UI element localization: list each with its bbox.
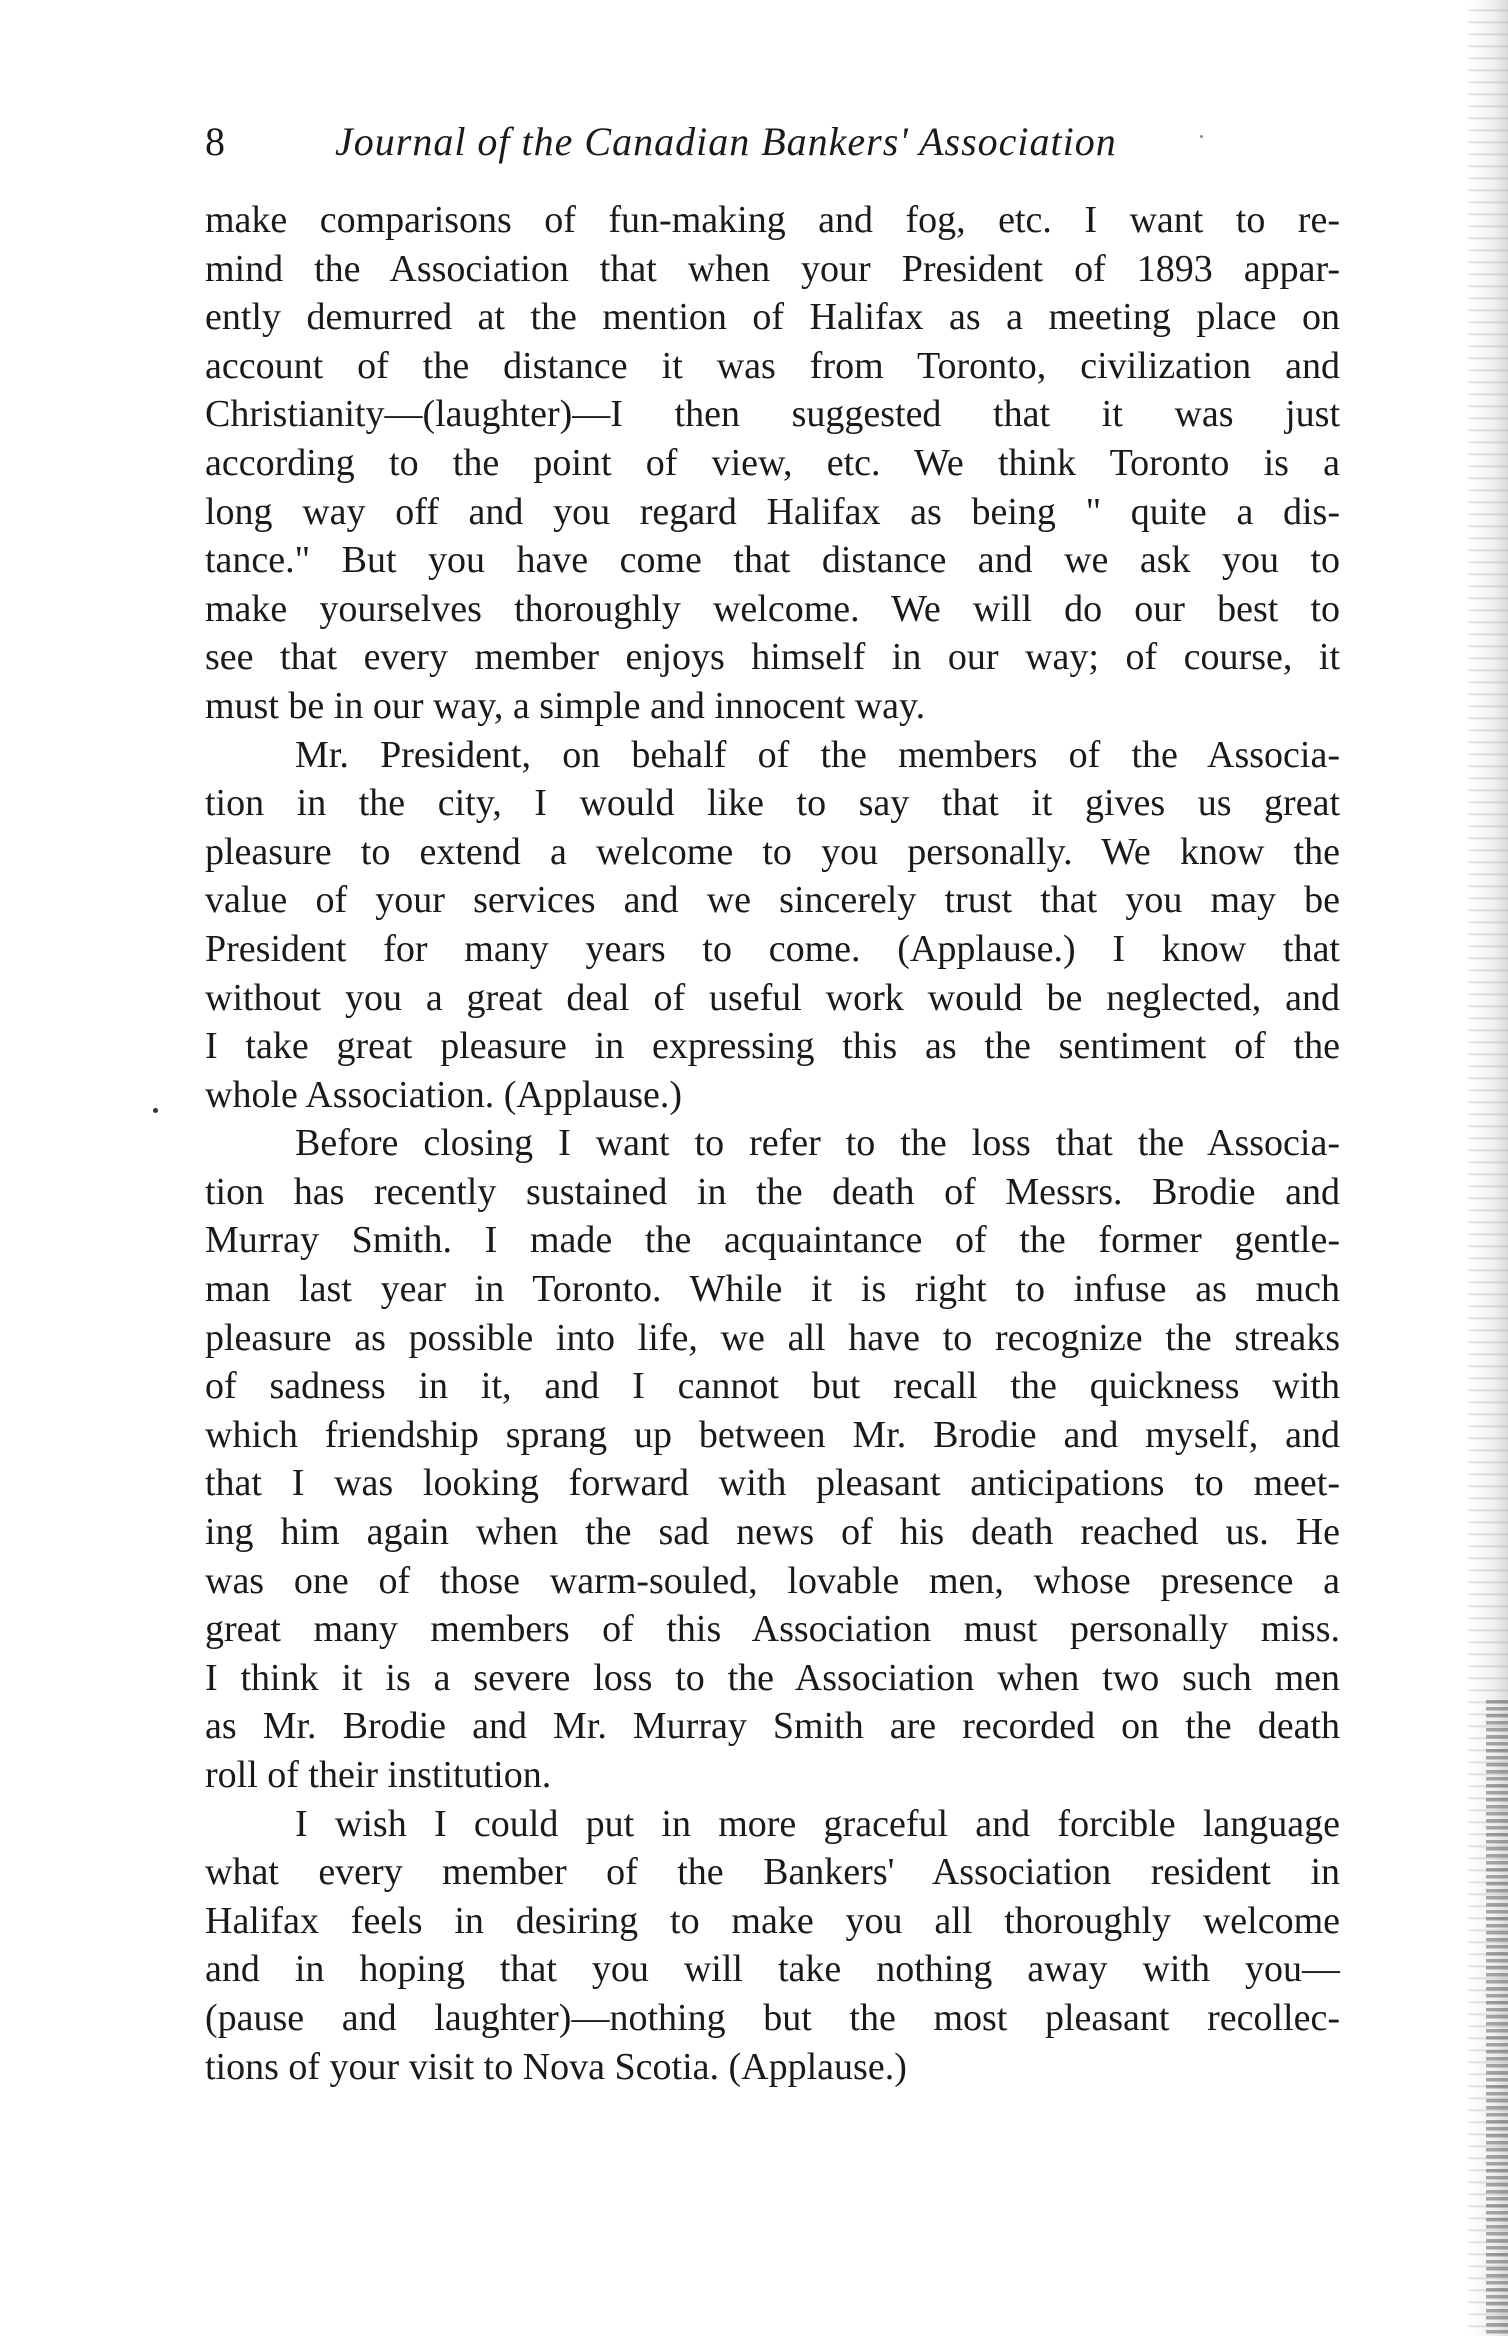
paragraph bbox=[205, 731, 1340, 1120]
text-line: ently demurred at the mention of Halifax as a meeting place on bbox=[205, 296, 1340, 339]
text-line: as Mr. Brodie and Mr. Murray Smith are recorded on the death bbox=[205, 1705, 1340, 1748]
text-line: make comparisons of fun-making and fog, etc. I want to re- bbox=[205, 199, 1340, 241]
text-line: see that every member enjoys himself in our way; of course, it bbox=[205, 636, 1340, 679]
text-line: ing him again when the sad news of his death reached us. He bbox=[205, 1511, 1340, 1554]
text-line: President for many years to come. (Applause.) I know that bbox=[205, 927, 1340, 970]
page-header bbox=[205, 112, 1355, 172]
scan-edge-artifact bbox=[1486, 1700, 1508, 2336]
text-line: I think it is a severe loss to the Association when two such men bbox=[205, 1656, 1340, 1699]
running-title: Journal of the Canadian Bankers' Association bbox=[335, 119, 1117, 164]
text-line: roll of their institution. bbox=[205, 1754, 552, 1796]
text-line: make yourselves thoroughly welcome. We will do our best to bbox=[205, 587, 1340, 630]
paragraph bbox=[205, 1800, 1340, 2092]
text-line: was one of those warm-souled, lovable men, whose presence a bbox=[205, 1559, 1340, 1602]
text-line: Christianity—(laughter)—I then suggested that it was just bbox=[205, 393, 1340, 436]
text-line: according to the point of view, etc. We think Toronto is a bbox=[205, 441, 1340, 484]
text-line: man last year in Toronto. While it is right to infuse as much bbox=[205, 1268, 1340, 1311]
text-line: value of your services and we sincerely trust that you may be bbox=[205, 879, 1340, 922]
text-line: tions of your visit to Nova Scotia. (Applause.) bbox=[205, 2045, 907, 2088]
text-line: Halifax feels in desiring to make you all thoroughly welcome bbox=[205, 1899, 1340, 1942]
text-line: that I was looking forward with pleasant anticipations to meet- bbox=[205, 1462, 1340, 1505]
text-line: tance." But you have come that distance and we ask you to bbox=[205, 539, 1340, 582]
body-text bbox=[205, 196, 1340, 2091]
text-line: whole Association. (Applause.) bbox=[205, 1073, 683, 1116]
paragraph bbox=[205, 196, 1340, 731]
text-line: pleasure to extend a welcome to you personally. We know the bbox=[205, 830, 1340, 873]
text-line: pleasure as possible into life, we all have to recognize the streaks bbox=[205, 1316, 1340, 1359]
text-line: which friendship sprang up between Mr. Brodie and myself, and bbox=[205, 1413, 1340, 1456]
text-line: without you a great deal of useful work would be neglected, and bbox=[205, 976, 1340, 1019]
text-line: Murray Smith. I made the acquaintance of the former gentle- bbox=[205, 1219, 1340, 1262]
text-line: Before closing I want to refer to the loss that the Associa- bbox=[295, 1122, 1340, 1165]
text-line: what every member of the Bankers' Association resident in bbox=[205, 1851, 1340, 1894]
scan-speck bbox=[153, 1108, 158, 1113]
text-line: long way off and you regard Halifax as being " quite a dis- bbox=[205, 490, 1340, 533]
text-line: I wish I could put in more graceful and forcible language bbox=[295, 1802, 1340, 1845]
text-line: account of the distance it was from Toronto, civilization and bbox=[205, 344, 1340, 387]
text-line: of sadness in it, and I cannot but recall the quickness with bbox=[205, 1365, 1340, 1408]
paragraph bbox=[205, 1119, 1340, 1799]
text-line: tion in the city, I would like to say that it gives us great bbox=[205, 782, 1340, 825]
text-line: must be in our way, a simple and innocent way. bbox=[205, 684, 926, 727]
text-line: (pause and laughter)—nothing but the most pleasant recollec- bbox=[205, 1996, 1340, 2039]
text-line: great many members of this Association must personally miss. bbox=[205, 1608, 1340, 1651]
text-line: and in hoping that you will take nothing away with you— bbox=[205, 1948, 1340, 1991]
text-line: mind the Association that when your President of 1893 appar- bbox=[205, 247, 1340, 290]
page-number: 8 bbox=[205, 119, 225, 164]
text-line: tion has recently sustained in the death of Messrs. Brodie and bbox=[205, 1170, 1340, 1213]
text-line: I take great pleasure in expressing this as the sentiment of the bbox=[205, 1025, 1340, 1068]
text-line: Mr. President, on behalf of the members of the Associa- bbox=[295, 733, 1340, 776]
